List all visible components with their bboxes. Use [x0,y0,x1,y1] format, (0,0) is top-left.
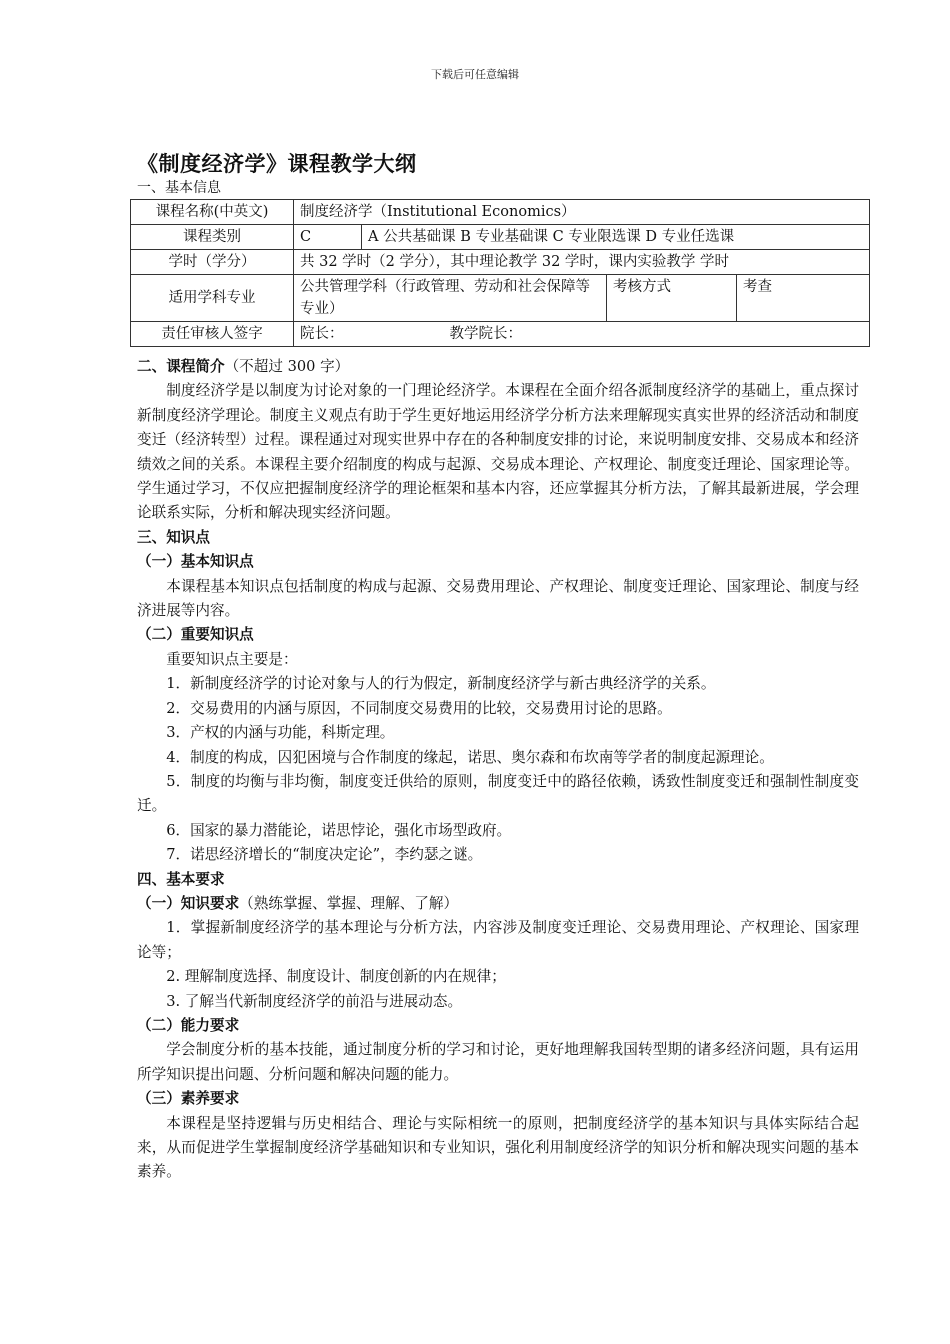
table-row [131,225,870,250]
list-item: 6．国家的暴力潜能论，诺思悖论，强化市场型政府。 [166,821,512,839]
section-intro-heading: 二、课程简介（不超过 300 字） [137,358,350,375]
course-name-value: 制度经济学（Institutional Economics） [294,200,870,225]
major-label: 适用学科专业 [131,275,294,322]
literacy-requirements-heading: （三）素养要求 [137,1090,240,1108]
section-requirements-heading: 四、基本要求 [137,870,225,888]
dean-label: 院长： [300,326,344,342]
course-category-label: 课程类别 [131,225,294,250]
table-row [131,200,870,225]
reviewer-signature-value [294,322,870,347]
list-item: 7．诺思经济增长的“制度决定论”，李约瑟之谜。 [166,846,483,864]
course-category-options: A 公共基础课 B 专业基础课 C 专业限选课 D 专业任选课 [362,225,870,250]
basic-knowledge-heading: （一）基本知识点 [137,553,254,571]
major-value: 公共管理学科（行政管理、劳动和社会保障等专业） [294,275,607,322]
list-item: 1．掌握新制度经济学的基本理论与分析方法，内容涉及制度变迁理论、交易费用理论、产权理论、国家理论等； [137,919,859,961]
key-knowledge-intro: 重要知识点主要是： [166,650,298,668]
table-row [131,250,870,275]
credit-hours-value: 共 32 学时（2 学分），其中理论教学 32 学时，课内实验教学 学时 [294,250,870,275]
list-item: 3. 了解当代新制度经济学的前沿与进展动态。 [166,992,463,1010]
document-body [137,355,859,1185]
table-row [131,322,870,347]
reviewer-signature-label: 责任审核人签字 [131,322,294,347]
table-row [131,275,870,322]
exam-method-label: 考核方式 [607,275,737,322]
list-item: 3．产权的内涵与功能，科斯定理。 [166,724,395,742]
section-basic-info-heading: 一、基本信息 [137,180,221,196]
header-note: 下载后可任意编辑 [431,68,519,81]
list-item: 5．制度的均衡与非均衡，制度变迁供给的原则，制度变迁中的路径依赖，诱致性制度变迁和强制性制度变迁。 [137,772,859,815]
section-knowledge-heading: 三、知识点 [137,528,210,546]
list-item: 4．制度的构成，囚犯困境与合作制度的缘起，诺思、奥尔森和布坎南等学者的制度起源理论。 [166,748,774,766]
knowledge-requirements-heading: （一）知识要求（熟练掌握、掌握、理解、了解） [137,894,459,912]
ability-requirements-paragraph: 学会制度分析的基本技能，通过制度分析的学习和讨论，更好地理解我国转型期的诸多经济问题，具有运用所学知识提出问题、分析问题和解决问题的能力。 [137,1041,859,1083]
knowledge-requirements-note: （熟练掌握、掌握、理解、了解） [239,894,459,912]
literacy-requirements-paragraph: 本课程是坚持逻辑与历史相结合、理论与实际相统一的原则，把制度经济学的基本知识与具体实际结合起来，从而促进学生掌握制度经济学基础知识和专业知识，强化利用制度经济学的知识分析和解决现实问题的基本素养。 [137,1114,859,1181]
credit-hours-label: 学时（学分） [131,250,294,275]
list-item: 2．交易费用的内涵与原因，不同制度交易费用的比较，交易费用讨论的思路。 [166,699,672,717]
exam-method-value: 考查 [737,275,870,322]
ability-requirements-heading: （二）能力要求 [137,1016,240,1034]
key-knowledge-heading: （二）重要知识点 [137,626,254,644]
basic-knowledge-paragraph: 本课程基本知识点包括制度的构成与起源、交易费用理论、产权理论、制度变迁理论、国家理论、制度与经济进展等内容。 [137,577,859,620]
page-title: 《制度经济学》课程教学大纲 [137,151,417,176]
course-category-code: C [294,225,362,250]
section-intro-note: （不超过 300 字） [224,358,350,375]
list-item: 1．新制度经济学的讨论对象与人的行为假定，新制度经济学与新古典经济学的关系。 [166,675,716,693]
teaching-dean-label: 教学院长： [449,326,522,342]
list-item: 2. 理解制度选择、制度设计、制度创新的内在规律； [166,968,506,986]
course-intro-paragraph: 制度经济学是以制度为讨论对象的一门理论经济学。本课程在全面介绍各派制度经济学的基础上，重点探讨新制度经济学理论。制度主义观点有助于学生更好地运用经济学分析方法来理解现实真实世界的经济活动和制度变迁（经济转型）过程。课程通过对现实世界中存在的各种制度安排的讨论，来说明制度安排、交易成本和经济绩效之间的关系。本课程主要介绍制度的构成与起源、交易成本理论、产权理论、制度变迁理论、国家理论等。学生通过学习，不仅应把握制度经济学的理论框架和基本内容，还应掌握其分析方法，了解其最新进展，学会理论联系实际，分析和解决现实经济问题。 [137,382,859,522]
course-name-label: 课程名称(中英文) [131,200,294,225]
course-info-table [130,199,870,347]
